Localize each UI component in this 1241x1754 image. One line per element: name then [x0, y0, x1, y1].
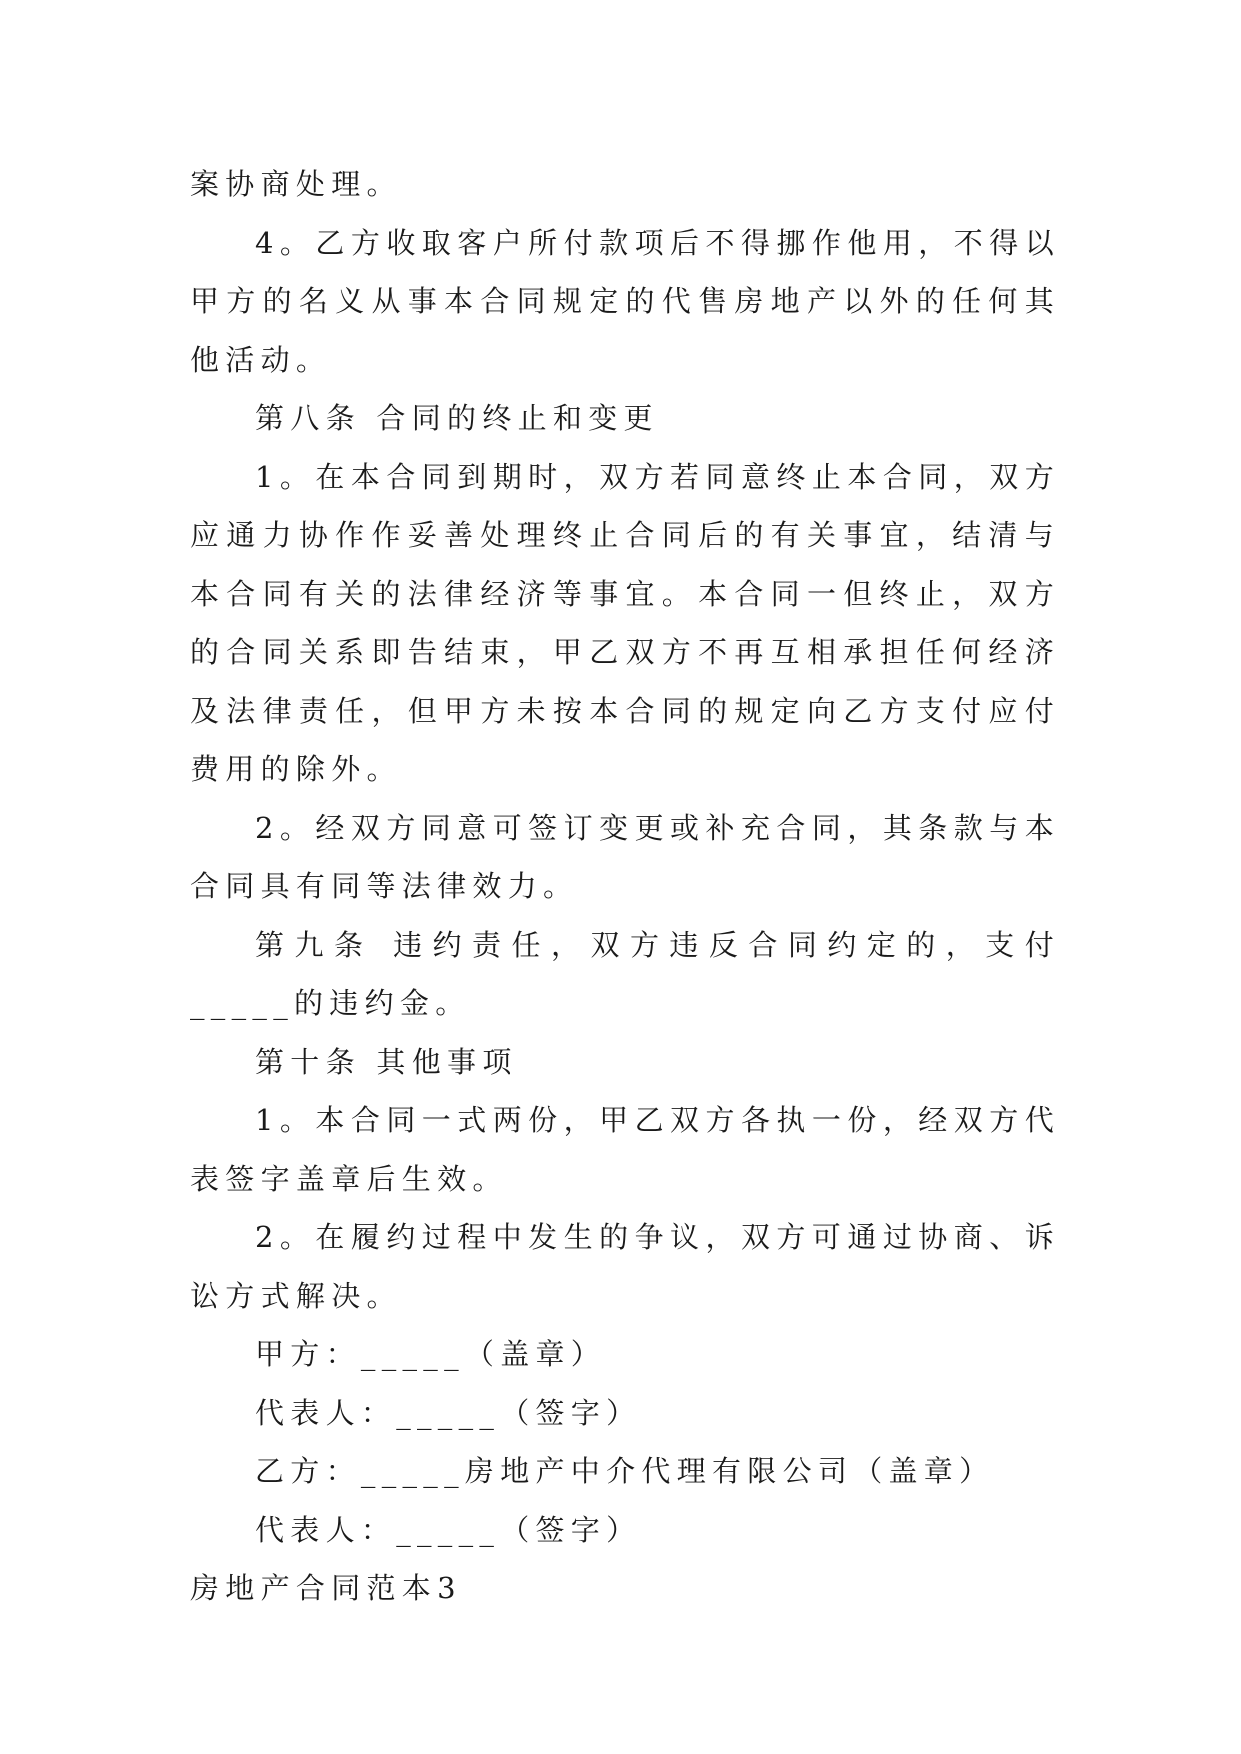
party-b-signature-line: 乙方：_____房地产中介代理有限公司（盖章） [255, 1454, 995, 1488]
party-a-representative-line: 代表人：_____（签字） [255, 1395, 642, 1430]
article-10-heading: 第十条 其他事项 [255, 1044, 518, 1079]
paragraph-item-4: 4。乙方收取客户所付款项后不得挪作他用，不得以甲方的名义从事本合同规定的代售房地产以外的任何其他活动。 [190, 225, 1060, 377]
document-body [190, 155, 1060, 1618]
next-section-title: 房地产合同范本3 [190, 1571, 462, 1605]
party-a-signature-line: 甲方：_____（盖章） [255, 1337, 607, 1371]
paragraph-article-10-item-1: 1。本合同一式两份，甲乙双方各执一份，经双方代表签字盖章后生效。 [190, 1103, 1060, 1196]
paragraph-article-8-item-1: 1。在本合同到期时，双方若同意终止本合同，双方应通力协作作妥善处理终止合同后的有关事宜，结清与本合同有关的法律经济等事宜。本合同一但终止，双方的合同关系即告结束，甲乙双方不再互相承担任何经济及法律责任，但甲方未按本合同的规定向乙方支付应付费用的除外。 [190, 459, 1060, 786]
article-8-heading: 第八条 合同的终止和变更 [255, 401, 659, 435]
paragraph-article-10-item-2: 2。在履约过程中发生的争议，双方可通过协商、诉讼方式解决。 [190, 1220, 1060, 1313]
paragraph-article-8-item-2: 2。经双方同意可签订变更或补充合同，其条款与本合同具有同等法律效力。 [190, 810, 1060, 903]
party-b-representative-line: 代表人：_____（签字） [255, 1512, 642, 1547]
paragraph-clause-continuation: 案协商处理。 [190, 167, 402, 201]
article-9-liability: 第九条 违约责任，双方违反合同约定的，支付_____的违约金。 [190, 927, 1060, 1020]
